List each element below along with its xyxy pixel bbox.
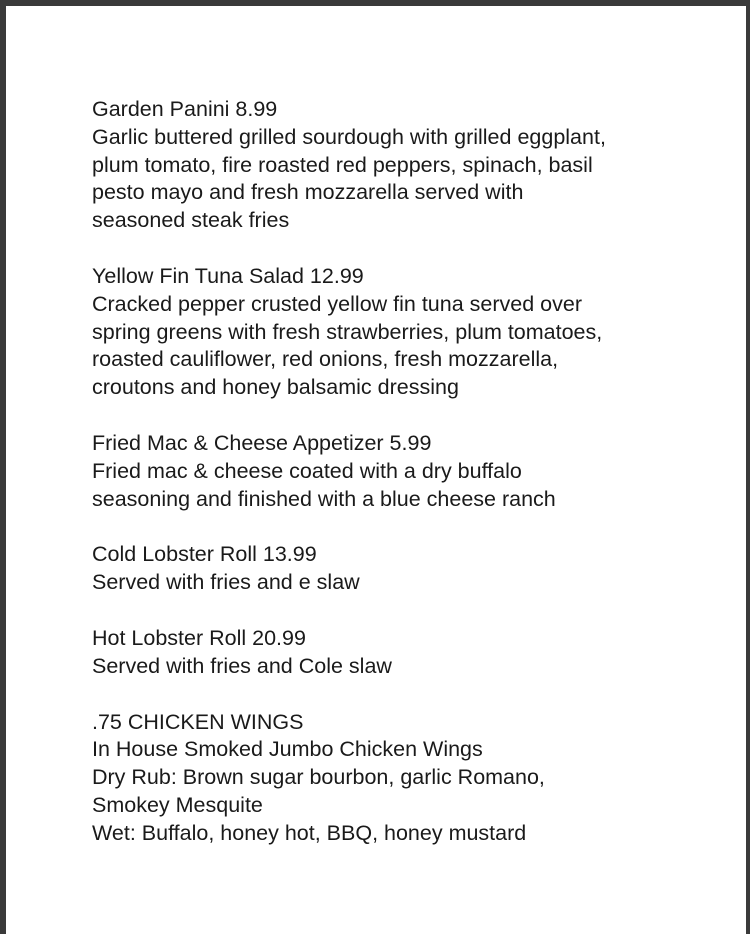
menu-item-description-line: plum tomato, fire roasted red peppers, spinach, basil: [92, 152, 593, 177]
menu-item-description-line: seasoning and finished with a blue cheese ranch: [92, 486, 556, 511]
menu-item-hot-lobster-roll: [92, 625, 732, 681]
menu-item-chicken-wings: [92, 709, 732, 848]
menu-page: [6, 6, 746, 934]
menu-item-description-line: In House Smoked Jumbo Chicken Wings: [92, 737, 483, 762]
menu-item-description-line: Dry Rub: Brown sugar bourbon, garlic Romano,: [92, 765, 545, 790]
menu-item-description-line: roasted cauliflower, red onions, fresh mozzarella,: [92, 347, 559, 372]
menu-item-description-line: Garlic buttered grilled sourdough with grilled eggplant,: [92, 124, 606, 149]
menu-item-description-line: pesto mayo and fresh mozzarella served with: [92, 180, 524, 205]
menu-item-description-line: Smokey Mesquite: [92, 792, 263, 817]
menu-item-garden-panini: [92, 96, 732, 235]
menu-item-heading: Cold Lobster Roll 13.99: [92, 542, 317, 567]
menu-item-heading: Hot Lobster Roll 20.99: [92, 625, 306, 650]
menu-item-description-line: croutons and honey balsamic dressing: [92, 375, 459, 400]
menu-item-description-line: Served with fries and Cole slaw: [92, 653, 392, 678]
menu-item-heading: Fried Mac & Cheese Appetizer 5.99: [92, 430, 432, 455]
menu-item-description-line: seasoned steak fries: [92, 208, 290, 233]
menu-list: [92, 96, 732, 876]
menu-item-description-line: Served with fries and e slaw: [92, 570, 360, 595]
menu-item-heading: Garden Panini 8.99: [92, 97, 278, 121]
menu-item-description-line: Fried mac & cheese coated with a dry buffalo: [92, 458, 522, 483]
menu-item-description-line: Cracked pepper crusted yellow fin tuna served over: [92, 291, 582, 316]
menu-item-fried-mac-cheese: [92, 430, 732, 513]
menu-item-description-line: Wet: Buffalo, honey hot, BBQ, honey mustard: [92, 820, 527, 845]
menu-item-yellow-fin-tuna-salad: [92, 263, 732, 402]
menu-item-cold-lobster-roll: [92, 541, 732, 597]
menu-item-heading: .75 CHICKEN WINGS: [92, 709, 304, 734]
menu-item-description-line: spring greens with fresh strawberries, plum tomatoes,: [92, 319, 603, 344]
menu-item-heading: Yellow Fin Tuna Salad 12.99: [92, 263, 364, 288]
